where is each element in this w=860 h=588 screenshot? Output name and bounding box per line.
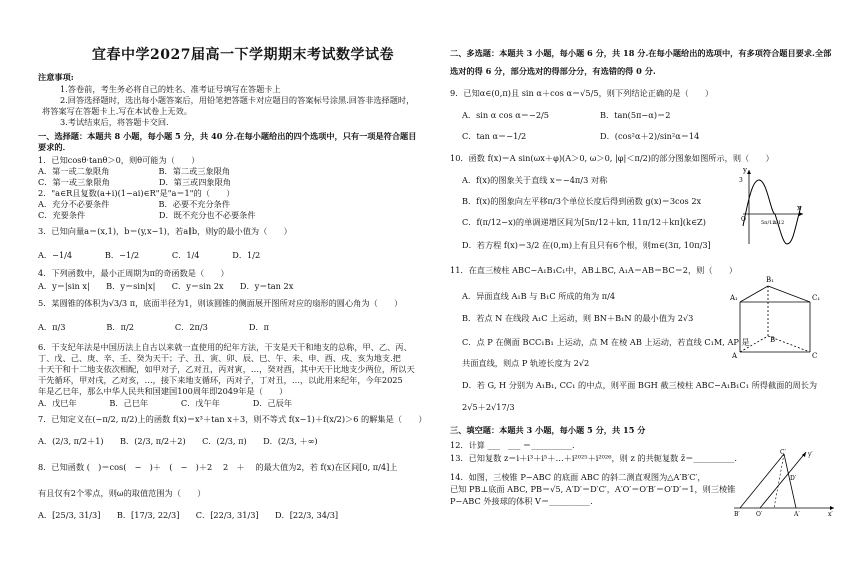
note-item: 1.答卷前，考生务必将自己的姓名、准考证号填写在答题卡上 bbox=[60, 84, 281, 94]
option-line: A．戊巳年 B．己巳年 C．戊午年 D．己辰年 bbox=[38, 398, 293, 408]
question-4: 4．下列函数中，最小正周期为π的奇函数是（ ） bbox=[38, 268, 229, 278]
question-13: 13．已知复数 z＝i＋i³＋i⁵＋…＋i²⁰²⁵＋i²⁰²⁶，则 z 的共轭复数 z̄＝__________. bbox=[450, 453, 737, 463]
question-3: 3．已知向量a＝(x,1)，b＝(y,x−1)，若a∥b，则y的最小值为（ ） bbox=[38, 226, 292, 236]
option-line: A．第一或二象限角 B．第二或三象限角 bbox=[38, 166, 231, 176]
option-line: A．f(x)的图象关于直线 x＝−4π/3 对称 bbox=[462, 175, 608, 185]
option-line: A．y＝|sin x| B．y＝sin|x| C．y＝sin 2x D．y＝tan 2x bbox=[38, 281, 294, 291]
option-line: C．tan α＝−1/2 bbox=[462, 131, 527, 141]
note-item: 3.考试结束后，将答题卡交回. bbox=[60, 117, 169, 127]
graph-amp-label: 3 bbox=[739, 177, 743, 184]
oblique-figure bbox=[730, 446, 838, 518]
question-14-text: P−ABC 外接球的体积 V＝__________. bbox=[450, 496, 593, 506]
prism-a-label: A bbox=[732, 352, 738, 360]
option-line: D．(cos²α＋2)/sin²α＝14 bbox=[600, 131, 700, 141]
prism-figure bbox=[730, 272, 822, 364]
exam-title: 宜春中学2027届高一下学期期末考试数学试卷 bbox=[92, 47, 394, 63]
prism-b1-label: B₁ bbox=[766, 276, 774, 284]
section1-heading: 一、选择题：本题共 8 小题，每小题 5 分，共 40 分.在每小题给出的四个选项中，只有一项是符合题目 bbox=[38, 131, 417, 141]
question-5: 5．某圆锥的体积为√3/3 π，底面半径为1，则该圆锥的侧面展开图所对应的扇形的圆心角为（ ） bbox=[38, 298, 403, 308]
oblique-x-label: x′ bbox=[828, 511, 833, 518]
option-line-cont: 2√5＋2√17/3 bbox=[462, 402, 515, 412]
question-7: 7．已知定义在(−π/2, π/2)上的函数 f(x)＝x³＋tan x＋3，则不等式 f(x−1)＋f(x/2)＞6 的解集是（ ） bbox=[38, 414, 427, 424]
option-line: A．(2/3, π/2＋1) B．(2/3, π/2＋2) C．(2/3, π) D．(2/3, ＋∞) bbox=[38, 436, 318, 446]
option-line: C．f(π/12−x)的单调递增区间为[5π/12＋kπ, 11π/12＋kπ](k∈Z) bbox=[462, 217, 706, 227]
section2-heading: 二、多选题：本题共 3 小题，每小题 6 分，共 18 分.在每小题给出的选项中，有多项符合题目要求.全部 bbox=[450, 48, 832, 58]
prism-b-label: B bbox=[770, 336, 776, 344]
option-line: D．若方程 f(x)＝3/2 在(0,m)上有且只有6个根，则m∈(3π, 10π/3] bbox=[462, 240, 711, 250]
question-10: 10．函数 f(x)＝A sin(ωx＋φ)(A＞0, ω＞0, |φ|＜π/2)的部分图象如图所示，则（ ） bbox=[450, 153, 774, 163]
option-line: A．异面直线 A₁B 与 B₁C 所成的角为 π/4 bbox=[462, 291, 616, 301]
option-line: C．第一或三象限角 D．第三或四象限角 bbox=[38, 177, 231, 187]
sine-graph-figure bbox=[735, 166, 805, 246]
question-11: 11．在直三棱柱 ABC−A₁B₁C₁中，AB⊥BC, A₁A＝AB＝BC＝2，则（ ） bbox=[450, 265, 738, 275]
oblique-o-label: O′ bbox=[756, 511, 763, 518]
option-line: A．π/3 B．π/2 C．2π/3 D．π bbox=[38, 322, 269, 332]
prism-c-label: C bbox=[812, 352, 818, 360]
oblique-c-label: C′ bbox=[780, 449, 786, 456]
graph-tick-a: 5π/12 bbox=[761, 220, 776, 226]
left-column bbox=[38, 0, 438, 588]
section2-heading-cont: 选对的得 6 分，部分选对的得部分分，有选错的得 0 分. bbox=[450, 66, 656, 76]
option-line: A．−1/4 B．−1/2 C．1/4 D．1/2 bbox=[38, 250, 261, 260]
oblique-a-label: A′ bbox=[794, 511, 800, 518]
oblique-y-label: y′ bbox=[808, 451, 813, 458]
notes-heading: 注意事项: bbox=[38, 72, 74, 82]
question-8: 8．已知函数 ( )＝cos( − )＋ ( − )＋2 2 ＋ 的最大值为2，若 f(x)在区间[0, π/4]上 bbox=[38, 462, 398, 472]
option-line: C．充要条件 D．既不充分也不必要条件 bbox=[38, 210, 256, 220]
option-line: A．[25/3, 31/3] B．[17/3, 22/3] C．[22/3, 31/3] D．[22/3, 34/3] bbox=[38, 510, 339, 520]
question-8-text: 有且仅有2个零点，则ω的取值范围为（ ） bbox=[38, 488, 206, 498]
option-line-cont: 共面直线，则点 P 轨迹长度为 2√2 bbox=[462, 358, 590, 368]
question-6-text: 十天干和十二地支依次相配，如甲对子，乙对丑，丙对寅，…，癸对酉，其中天干比地支少两位，所以天 bbox=[38, 364, 415, 374]
question-2: 2．"a∈R且复数(a+i)(1−ai)∈R"是"a＝1"的（ ） bbox=[38, 188, 235, 198]
question-14-text: 已知 PB⊥底面 ABC, PB＝√5, A′D′＝D′C′，A′O′＝O′B′＝O′D′＝1，则三棱锥 bbox=[450, 484, 736, 494]
oblique-b-label: B′ bbox=[734, 511, 740, 518]
graph-x-label: x bbox=[797, 204, 801, 212]
prism-c1-label: C₁ bbox=[812, 294, 821, 302]
note-item: 将答案写在答题卡上.写在本试卷上无效。 bbox=[42, 106, 192, 116]
question-6-text: 丁、戊、己、庚、辛、壬、癸为天干；子、丑、寅、卯、辰、巳、午、未、申、酉、戌、亥为地支.把 bbox=[38, 353, 401, 363]
question-6: 6．干支纪年法是中国历法上自古以来就一直使用的纪年方法，干支是天干和地支的总称，甲、乙、丙、 bbox=[38, 342, 412, 352]
note-item: 2.回答选择题时，选出每小题答案后，用铅笔把答题卡对应题目的答案标号涂黑.回答非选择题时， bbox=[60, 95, 415, 105]
question-14: 14．如图，三棱锥 P−ABC 的底面 ABC 的斜二测直观图为△A′B′C′， bbox=[450, 472, 706, 482]
question-12: 12．计算 ___ ___ ＝__________. bbox=[450, 440, 575, 450]
question-6-text: 年是乙巳年，那么中华人民共和国建国100周年即2049年是（ ） bbox=[38, 386, 288, 396]
option-line: B．f(x)的图象向左平移π/3个单位长度后得到函数 g(x)＝3cos 2x bbox=[462, 196, 702, 206]
option-line: B．若点 N 在线段 A₁C 上运动，则 BN＋B₁N 的最小值为 2√3 bbox=[462, 313, 694, 323]
option-line: B．tan(5π−α)＝2 bbox=[600, 110, 671, 120]
section1-heading-cont: 要求的． bbox=[38, 142, 71, 152]
section3-heading: 三、填空题：本题共 3 小题，每小题 5 分，共 15 分 bbox=[450, 425, 646, 435]
question-1: 1．已知cosθ·tanθ＞0，则θ可能为（ ） bbox=[38, 155, 200, 165]
oblique-d-label: D′ bbox=[790, 475, 797, 482]
graph-y-label: y bbox=[743, 166, 747, 174]
question-9: 9．已知α∈(0,π)且 sin α＋cos α＝√5/5，则下列结论正确的是（ ） bbox=[450, 88, 714, 98]
option-line: A．充分不必要条件 B．必要不充分条件 bbox=[38, 199, 231, 209]
question-6-text: 干先循环，甲对戌，乙对亥，…，接下来地支循环，丙对子，丁对丑，…，以此用来纪年，今年2025 bbox=[38, 375, 403, 385]
prism-a1-label: A₁ bbox=[730, 294, 738, 302]
graph-tick-b: π/12 bbox=[773, 220, 785, 226]
option-line: D．若 G, H 分别为 A₁B₁, CC₁ 的中点，则平面 BGH 截三棱柱 ABC−A₁B₁C₁ 所得截面的周长为 bbox=[462, 380, 818, 390]
option-line: A．sin α cos α＝−2/5 bbox=[462, 110, 550, 120]
option-line: C．点 P 在侧面 BCC₁B₁ 上运动，点 M 在棱 AB 上运动，若直线 C₁M, AP 是 bbox=[462, 337, 750, 347]
graph-origin-label: O bbox=[741, 216, 746, 223]
